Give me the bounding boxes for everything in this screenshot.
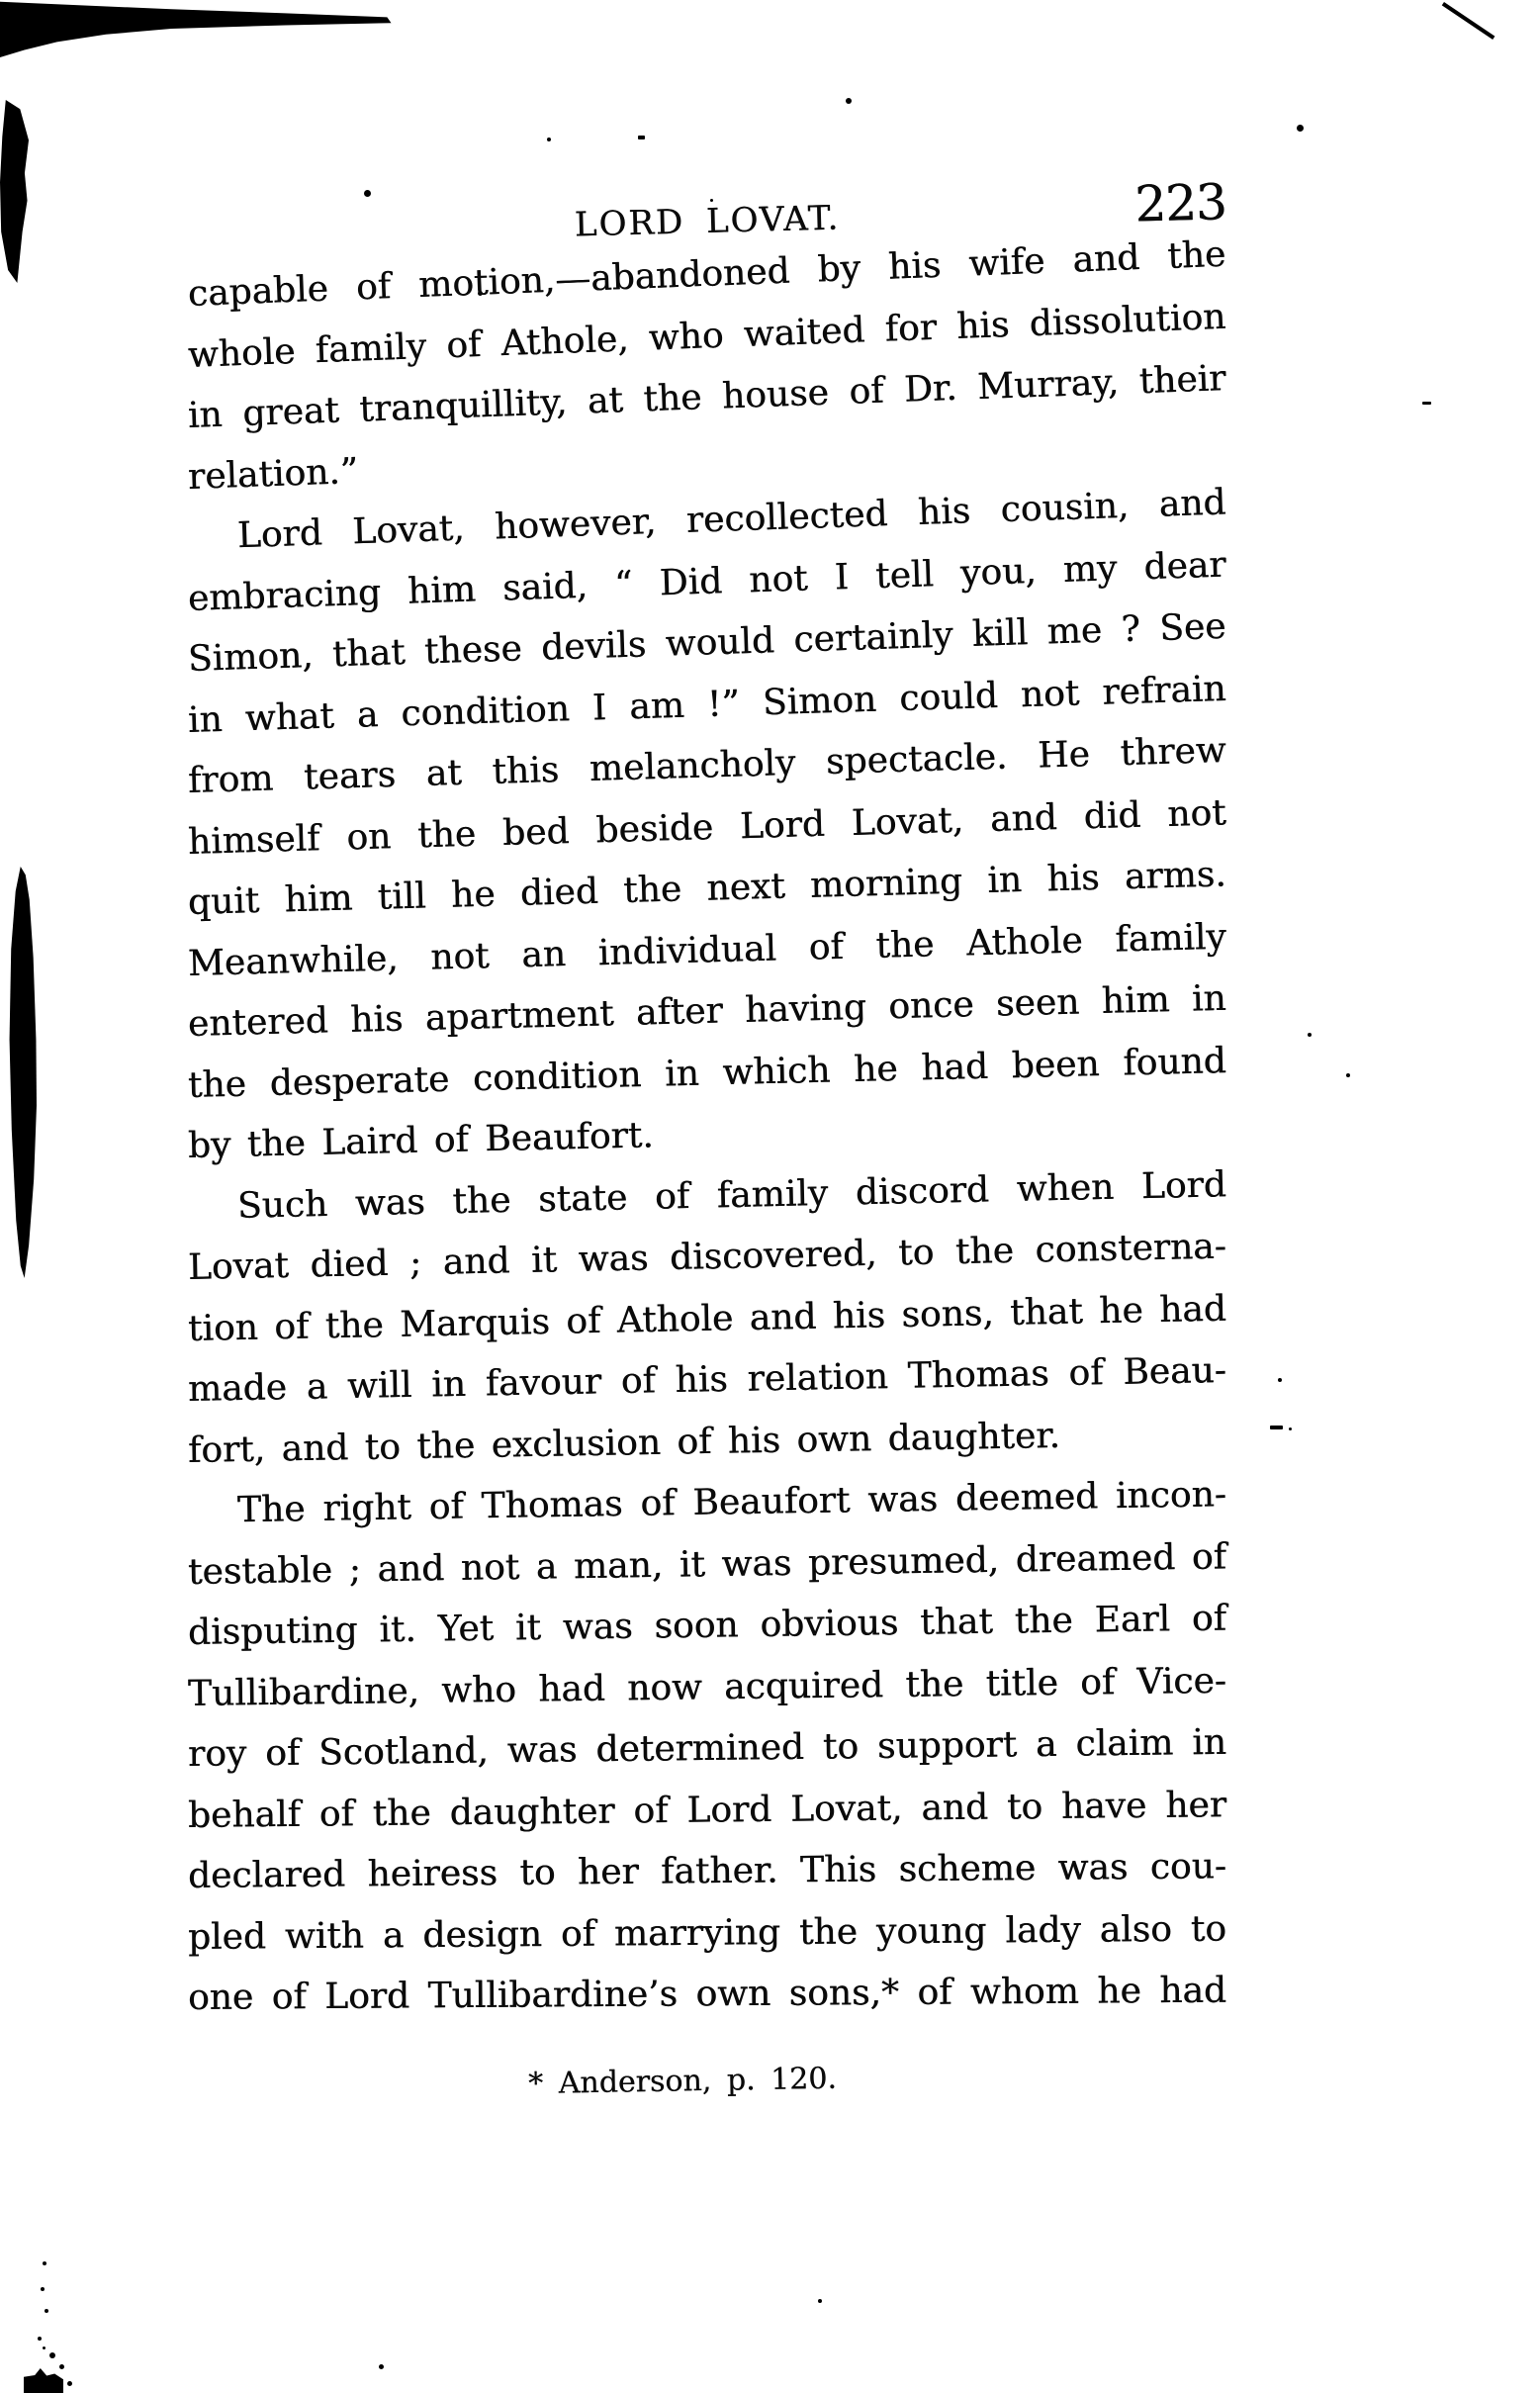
scan-dot xyxy=(59,2364,64,2369)
scan-dot xyxy=(1289,1427,1292,1430)
scan-dot xyxy=(43,2261,46,2265)
text-line: entered his apartment after having once seen him in xyxy=(187,977,1227,1045)
text-line: from tears at this melancholy spectacle. He threw xyxy=(187,730,1227,801)
scan-corner-smudge-bottom-left xyxy=(24,2368,63,2393)
text-line: Lovat died ; and it was discovered, to the consterna- xyxy=(187,1226,1227,1288)
scan-dot xyxy=(41,2287,45,2291)
scan-dash xyxy=(638,136,645,139)
text-line: in great tranquillity, at the house of Dr. Murray, their xyxy=(187,358,1227,436)
text-line: embracing him said, “ Did not I tell you, my dear xyxy=(187,544,1227,619)
scan-dot xyxy=(1297,125,1304,132)
text-line: pled with a design of marrying the young lady also to xyxy=(187,1908,1227,1958)
scan-dot xyxy=(38,2337,42,2341)
scan-dot xyxy=(364,190,371,197)
text-line: in what a condition I am !” Simon could not refrain xyxy=(187,668,1227,741)
footnote: * Anderson, p. 120. xyxy=(527,2061,838,2102)
text-line: himself on the bed beside Lord Lovat, and did not xyxy=(187,791,1227,863)
scan-streak-left-middle xyxy=(9,867,37,1278)
text-line: by the Laird of Beaufort. xyxy=(187,1115,655,1166)
scan-dot xyxy=(818,2299,822,2303)
text-line: relation.” xyxy=(187,450,359,498)
scan-dash xyxy=(1422,402,1431,405)
text-line: made a will in favour of his relation Thomas of Beau- xyxy=(187,1349,1227,1410)
scan-dash xyxy=(1270,1426,1283,1429)
scan-dot xyxy=(43,2347,45,2349)
text-line: declared heiress to her father. This scheme was cou- xyxy=(187,1846,1227,1896)
text-line: testable ; and not a man, it was presumed, dreamed of xyxy=(187,1535,1227,1593)
scan-dot xyxy=(846,98,852,104)
scan-diagonal-top-right xyxy=(1442,2,1495,40)
scan-dot xyxy=(49,2352,55,2358)
text-line: quit him till he died the next morning in his arms. xyxy=(187,854,1227,923)
scan-dot xyxy=(1346,1073,1350,1077)
scan-dot xyxy=(1308,1033,1312,1037)
text-line: tion of the Marquis of Athole and his sons, that he had xyxy=(187,1288,1227,1349)
text-line: The right of Thomas of Beaufort was deemed incon- xyxy=(236,1474,1227,1531)
text-line: one of Lord Tullibardine’s own sons,* of whom he had xyxy=(187,1970,1227,2018)
scan-dot xyxy=(379,2364,384,2369)
text-line: Meanwhile, not an individual of the Athole family xyxy=(187,916,1227,984)
page-number: 223 xyxy=(1133,173,1227,233)
text-line: Simon, that these devils would certainly kill me ? See xyxy=(187,605,1227,680)
body-text xyxy=(187,233,1227,2029)
text-line: Such was the state of family discord when Lord xyxy=(236,1163,1227,1227)
scan-dot xyxy=(45,2309,48,2313)
running-title: LORD LOVAT. xyxy=(574,198,841,245)
scan-wedge-top-left xyxy=(0,0,408,57)
text-line: roy of Scotland, was determined to support a claim in xyxy=(187,1721,1227,1775)
text-line: behalf of the daughter of Lord Lovat, and to have her xyxy=(187,1784,1227,1836)
text-line: the desperate condition in which he had been found xyxy=(187,1040,1227,1106)
text-line: capable of motion,—abandoned by his wife and the xyxy=(187,233,1227,315)
text-line: Tullibardine, who had now acquired the title of Vice- xyxy=(187,1660,1227,1714)
scan-blob-left-upper xyxy=(0,100,29,283)
text-line: Lord Lovat, however, recollected his cousin, and xyxy=(236,482,1227,557)
scan-dot xyxy=(547,138,551,141)
text-line: whole family of Athole, who waited for his dissolution xyxy=(187,296,1227,376)
text-line: disputing it. Yet it was soon obvious that the Earl of xyxy=(187,1598,1227,1653)
text-line: fort, and to the exclusion of his own daughter. xyxy=(187,1415,1061,1471)
scan-dot xyxy=(1278,1378,1282,1382)
scan-dot xyxy=(67,2381,72,2386)
